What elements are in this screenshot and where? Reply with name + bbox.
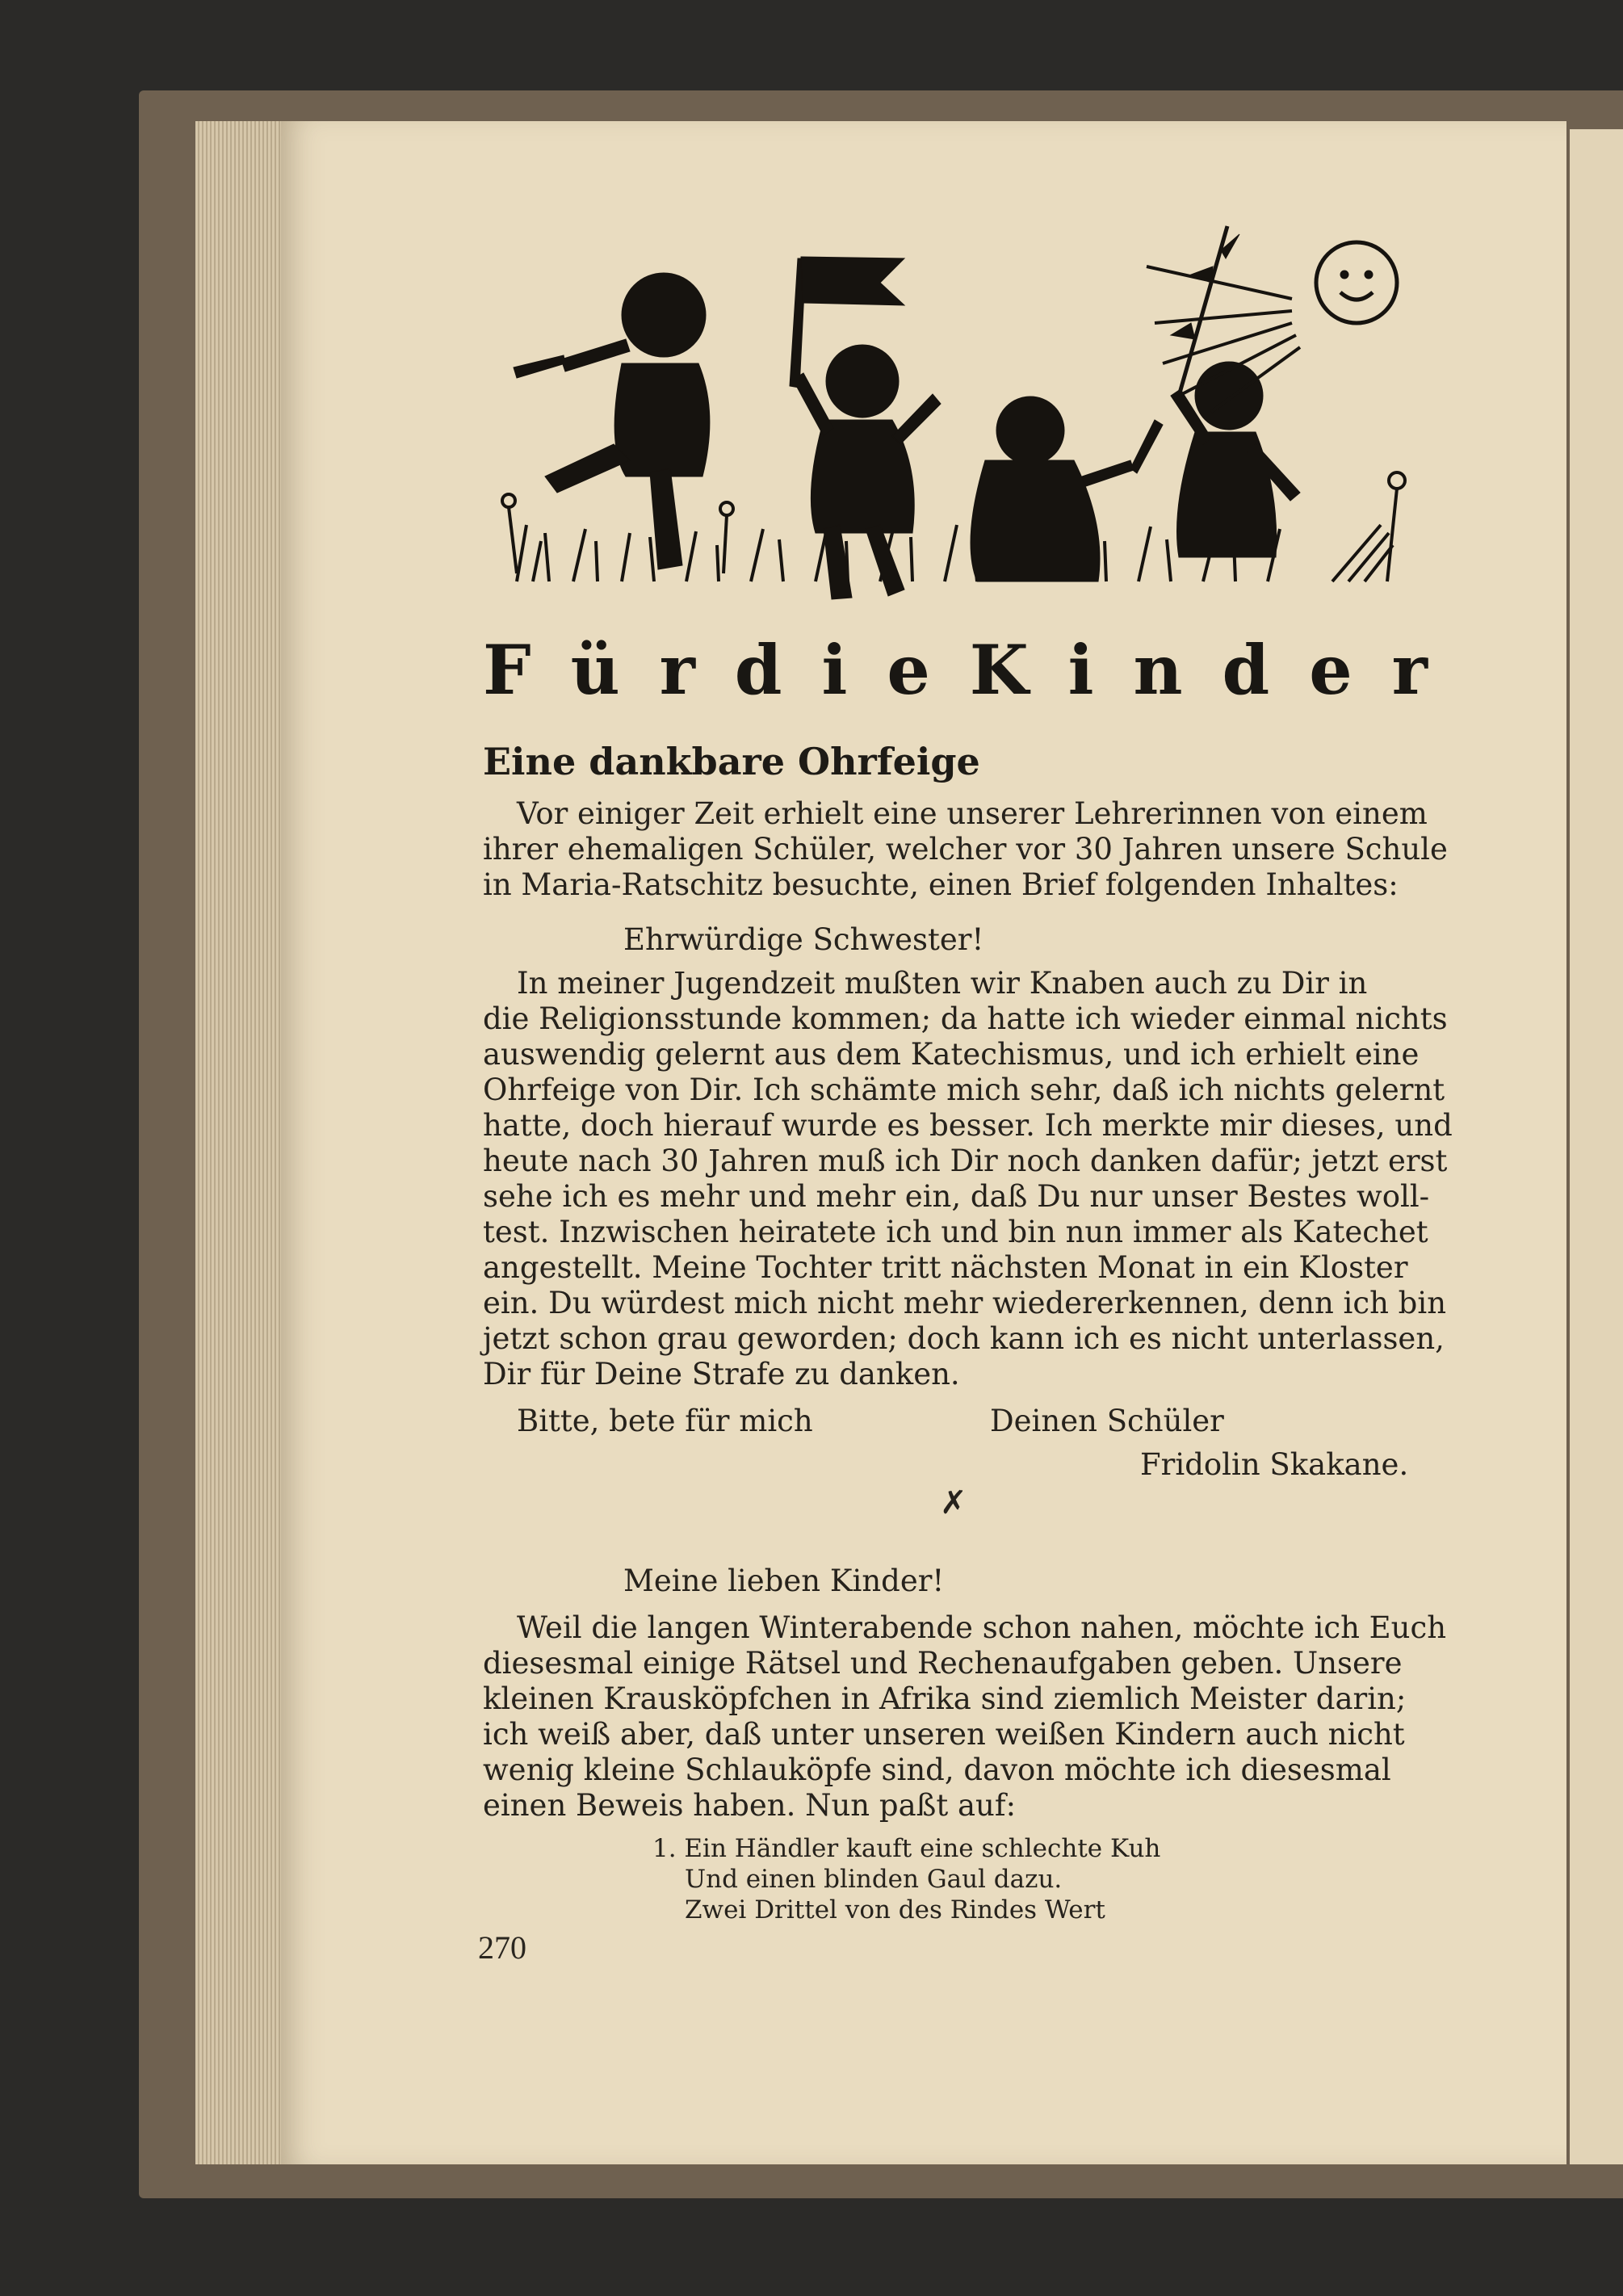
heading-letter: n [1133,630,1183,710]
second-salutation: Meine lieben Kinder! [623,1564,945,1598]
text-line: diesesmal einige Rätsel und Rechenaufgaben geben. Unsere [483,1646,1403,1681]
text-line: heute nach 30 Jahren muß ich Dir noch danken dafür; jetzt erst [483,1144,1448,1178]
text-line: angestellt. Meine Tochter tritt nächsten Monat in ein Kloster [483,1250,1408,1285]
letter-body [483,966,1453,1392]
text-line: kleinen Krausköpfchen in Afrika sind ziemlich Meister darin; [483,1681,1407,1716]
text-line: hatte, doch hierauf wurde es besser. Ich merkte mir dieses, und [483,1108,1453,1143]
text-line: ihrer ehemaligen Schüler, welcher vor 30 Jahren unsere Schule [483,832,1448,867]
poem-line: Zwei Drittel von des Rindes Wert [685,1895,1105,1925]
letter-signature: Fridolin Skakane. [1140,1447,1409,1482]
text-line: Dir für Deine Strafe zu danken. [483,1357,960,1391]
heading-letter: i [821,630,848,710]
letter-salutation: Ehrwürdige Schwester! [623,922,984,957]
heading-letter: d [1222,630,1270,710]
text-line: auswendig gelernt aus dem Katechismus, und ich erhielt eine [483,1037,1420,1072]
text-line: In meiner Jugendzeit mußten wir Knaben auch zu Dir in [517,966,1368,1001]
heading-letter: d [734,630,782,710]
letter-closing-right: Deinen Schüler [990,1404,1224,1438]
text-line: einen Beweis haben. Nun paßt auf: [483,1788,1017,1823]
text-line: ich weiß aber, daß unter unseren weißen Kindern auch nicht [483,1717,1405,1752]
text-line: Vor einiger Zeit erhielt eine unserer Lehrerinnen von einem [517,796,1428,831]
facing-page-edge [1570,129,1623,2164]
second-paragraph [483,1610,1447,1824]
text-line: jetzt schon grau geworden; doch kann ich es nicht unterlassen, [483,1321,1445,1356]
page-number: 270 [478,1929,526,1966]
section-heading [483,630,1428,710]
text-line: wenig kleine Schlauköpfe sind, davon möchte ich diesesmal [483,1752,1391,1787]
heading-letter: r [659,630,695,710]
heading-letter: ü [570,630,620,710]
text-line: die Religionsstunde kommen; da hatte ich wieder einmal nichts [483,1001,1448,1036]
riddle-poem [652,1833,1218,1925]
article-title: Eine dankbare Ohrfeige [483,740,980,783]
heading-letter: i [1067,630,1094,710]
heading-letter: K [969,630,1029,710]
poem-line: 1. Ein Händler kauft eine schlechte Kuh [652,1834,1161,1863]
children-silhouette-illustration [484,202,1421,622]
text-line: Ohrfeige von Dir. Ich schämte mich sehr, daß ich nichts gelernt [483,1072,1445,1107]
text-line: in Maria-Ratschitz besuchte, einen Brief folgenden Inhaltes: [483,867,1399,902]
letter-closing-left: Bitte, bete für mich [517,1404,813,1438]
heading-letter: e [887,630,930,710]
poem-line: Und einen blinden Gaul dazu. [685,1865,1063,1894]
section-ornament: ✗ [940,1484,967,1522]
text-line: test. Inzwischen heiratete ich und bin nun immer als Katechet [483,1215,1428,1249]
text-line: sehe ich es mehr und mehr ein, daß Du nur unser Bestes woll- [483,1179,1430,1214]
heading-letter: r [1391,630,1428,710]
text-line: ein. Du würdest mich nicht mehr wiedererkennen, denn ich bin [483,1286,1447,1320]
heading-letter: F [483,630,531,710]
page-edges [195,121,286,2164]
intro-paragraph [483,796,1448,903]
heading-letter: e [1309,630,1352,710]
text-line: Weil die langen Winterabende schon nahen, möchte ich Euch [517,1610,1447,1645]
